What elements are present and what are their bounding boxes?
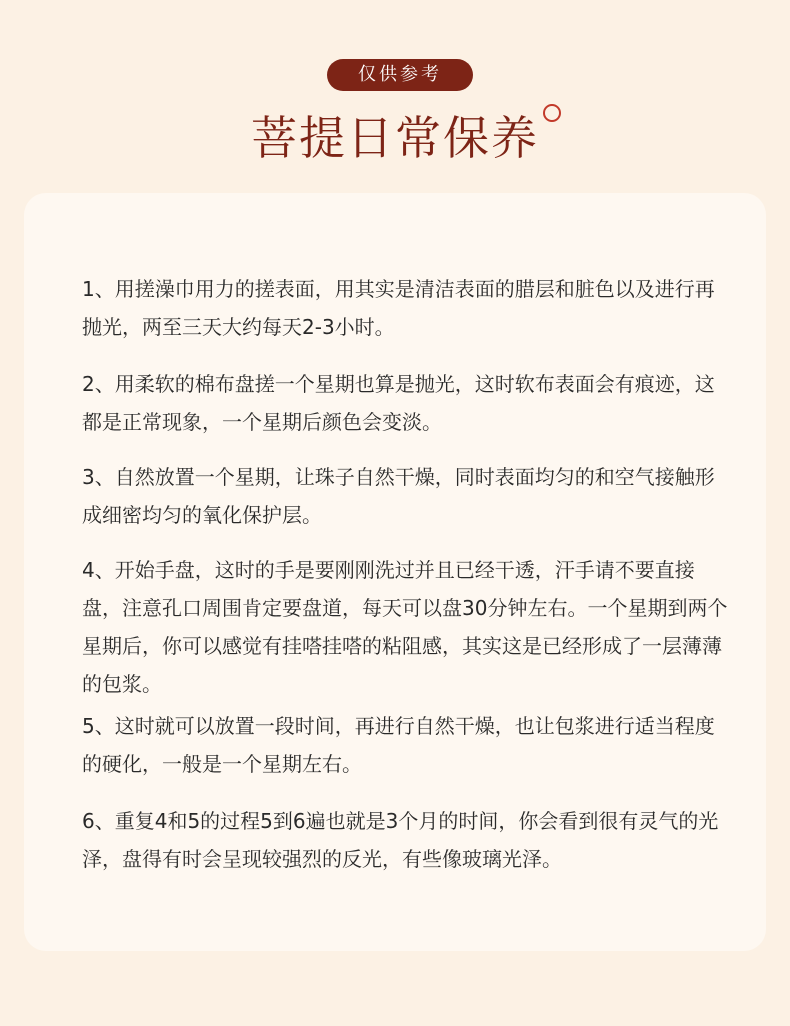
- care-step-1: 1、用搓澡巾用力的搓表面，用其实是清洁表面的腊层和脏色以及进行再抛光，两至三天大约每天2-3小时。: [82, 277, 715, 339]
- content-card: [24, 193, 766, 951]
- page-title: 菩提日常保养: [251, 111, 539, 165]
- care-step-2: 2、用柔软的棉布盘搓一个星期也算是抛光，这时软布表面会有痕迹，这都是正常现象，一个星期后颜色会变淡。: [82, 372, 715, 434]
- care-step-5: 5、这时就可以放置一段时间，再进行自然干燥，也让包浆进行适当程度的硬化，一般是一个星期左右。: [82, 714, 715, 776]
- reference-badge: 仅供参考: [327, 59, 473, 91]
- care-step-6: 6、重复4和5的过程5到6遍也就是3个月的时间，你会看到很有灵气的光泽，盘得有时会呈现较强烈的反光，有些像玻璃光泽。: [82, 809, 719, 871]
- care-step-4: 4、开始手盘，这时的手是要刚刚洗过并且已经干透，汗手请不要直接盘，注意孔口周围肯定要盘道，每天可以盘30分钟左右。一个星期到两个星期后，你可以感觉有挂嗒挂嗒的粘阻感，其实这是已经形成了一层薄薄的包浆。: [82, 558, 728, 696]
- care-step-3: 3、自然放置一个星期，让珠子自然干燥，同时表面均匀的和空气接触形成细密均匀的氧化保护层。: [82, 465, 715, 527]
- decorative-circle-icon: [543, 104, 561, 122]
